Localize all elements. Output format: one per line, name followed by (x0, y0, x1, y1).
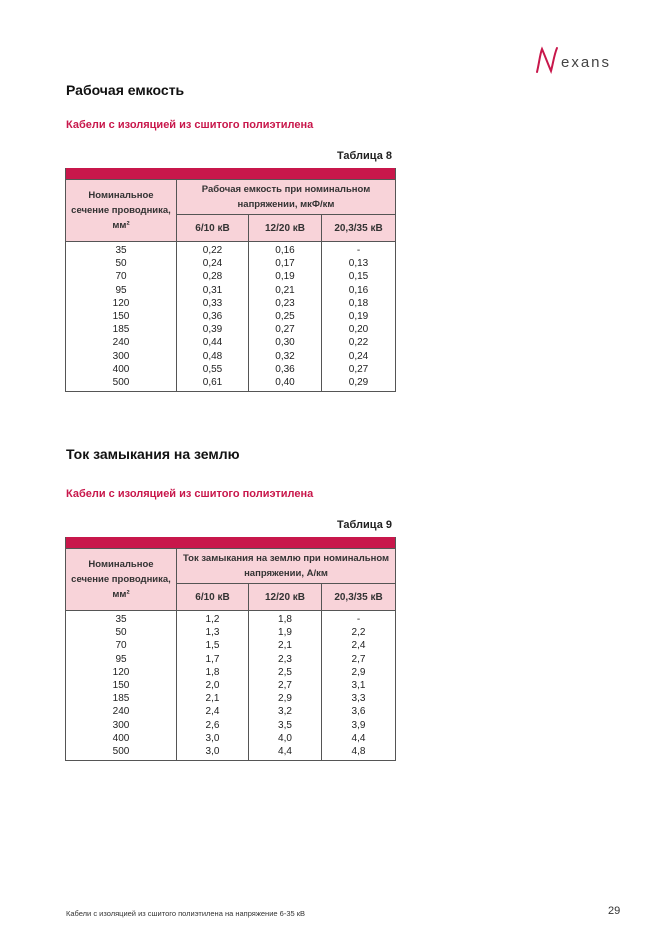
cell-value: 3,0 (177, 745, 249, 761)
cell-value: 3,0 (177, 732, 249, 745)
cell-value: 0,19 (322, 310, 396, 323)
cell-value: 1,8 (249, 611, 322, 627)
cell-value: 0,33 (177, 297, 249, 310)
cell-value: 1,2 (177, 611, 249, 627)
cell-value: 1,8 (177, 666, 249, 679)
cell-cross-section: 300 (66, 350, 177, 363)
cell-value: 0,30 (249, 336, 322, 349)
earth-fault-table (65, 537, 396, 761)
col-header-cross-section: Номинальное сечение проводника, мм² (66, 549, 177, 611)
cell-cross-section: 50 (66, 257, 177, 270)
nexans-n-logo-icon (534, 46, 560, 74)
cell-value: 0,21 (249, 284, 322, 297)
col-header-voltage: 6/10 кВ (177, 215, 249, 242)
table-row (66, 242, 396, 258)
cell-cross-section: 70 (66, 270, 177, 283)
table-row (66, 719, 396, 732)
cell-value: 2,7 (322, 653, 396, 666)
cell-cross-section: 500 (66, 745, 177, 761)
cell-value: 0,39 (177, 323, 249, 336)
cell-cross-section: 300 (66, 719, 177, 732)
cell-cross-section: 70 (66, 639, 177, 652)
cell-value: 0,27 (322, 363, 396, 376)
cell-value: - (322, 242, 396, 258)
table-row (66, 626, 396, 639)
cell-value: - (322, 611, 396, 627)
section-title-earth-fault: Ток замыкания на землю (66, 446, 240, 462)
cell-cross-section: 150 (66, 310, 177, 323)
cell-value: 0,36 (177, 310, 249, 323)
col-header-cross-section: Номинальное сечение проводника, мм² (66, 180, 177, 242)
cell-value: 0,25 (249, 310, 322, 323)
cell-value: 0,29 (322, 376, 396, 392)
cell-value: 2,0 (177, 679, 249, 692)
table-header-band (66, 168, 396, 180)
col-header-group: Ток замыкания на землю при номинальном напряжении, А/км (177, 549, 396, 584)
cell-value: 2,3 (249, 653, 322, 666)
table-row (66, 653, 396, 666)
table-row (66, 679, 396, 692)
section-title-capacitance: Рабочая емкость (66, 82, 185, 98)
cell-value: 0,28 (177, 270, 249, 283)
table-row (66, 639, 396, 652)
cell-value: 0,31 (177, 284, 249, 297)
cell-cross-section: 35 (66, 242, 177, 258)
table-8-label: Таблица 8 (336, 150, 392, 162)
cell-value: 0,15 (322, 270, 396, 283)
cell-cross-section: 240 (66, 336, 177, 349)
nexans-logo (534, 46, 611, 74)
cell-value: 3,3 (322, 692, 396, 705)
cell-cross-section: 185 (66, 323, 177, 336)
cell-value: 4,4 (322, 732, 396, 745)
cell-value: 2,6 (177, 719, 249, 732)
cell-value: 0,24 (322, 350, 396, 363)
cell-cross-section: 500 (66, 376, 177, 392)
cell-cross-section: 120 (66, 297, 177, 310)
table-header-band (66, 537, 396, 549)
cell-value: 0,61 (177, 376, 249, 392)
cell-value: 1,3 (177, 626, 249, 639)
cell-value: 0,55 (177, 363, 249, 376)
table-row (66, 350, 396, 363)
footer-text: Кабели с изоляцией из сшитого полиэтилена на напряжение 6-35 кВ (66, 909, 306, 918)
table-row (66, 611, 396, 627)
cell-value: 0,23 (249, 297, 322, 310)
cell-cross-section: 150 (66, 679, 177, 692)
cell-value: 2,9 (249, 692, 322, 705)
page-number: 29 (608, 905, 621, 917)
capacitance-table (65, 168, 396, 392)
col-header-voltage: 12/20 кВ (249, 215, 322, 242)
table-row (66, 745, 396, 761)
cell-value: 3,6 (322, 705, 396, 718)
cell-value: 2,1 (177, 692, 249, 705)
cell-value: 0,16 (249, 242, 322, 258)
cell-value: 0,17 (249, 257, 322, 270)
col-header-group: Рабочая емкость при номинальном напряжении, мкФ/км (177, 180, 396, 215)
table-row (66, 705, 396, 718)
table-row (66, 270, 396, 283)
cell-value: 0,40 (249, 376, 322, 392)
cell-value: 2,1 (249, 639, 322, 652)
cell-cross-section: 240 (66, 705, 177, 718)
cell-value: 2,4 (322, 639, 396, 652)
cell-value: 4,0 (249, 732, 322, 745)
table-row (66, 310, 396, 323)
cell-cross-section: 50 (66, 626, 177, 639)
cell-value: 2,2 (322, 626, 396, 639)
table-row (66, 323, 396, 336)
cell-cross-section: 400 (66, 363, 177, 376)
cell-value: 0,22 (177, 242, 249, 258)
cell-cross-section: 95 (66, 284, 177, 297)
cell-value: 1,5 (177, 639, 249, 652)
col-header-voltage: 20,3/35 кВ (322, 215, 396, 242)
table-row (66, 363, 396, 376)
table-row (66, 732, 396, 745)
cell-value: 2,4 (177, 705, 249, 718)
table-row (66, 376, 396, 392)
cell-cross-section: 400 (66, 732, 177, 745)
cell-value: 3,9 (322, 719, 396, 732)
cell-value: 0,19 (249, 270, 322, 283)
table-row (66, 666, 396, 679)
table-row (66, 297, 396, 310)
cell-value: 0,18 (322, 297, 396, 310)
cell-value: 0,27 (249, 323, 322, 336)
cell-cross-section: 120 (66, 666, 177, 679)
cell-value: 3,2 (249, 705, 322, 718)
cell-value: 0,22 (322, 336, 396, 349)
cell-value: 0,13 (322, 257, 396, 270)
cell-value: 2,9 (322, 666, 396, 679)
cell-value: 2,7 (249, 679, 322, 692)
cell-cross-section: 185 (66, 692, 177, 705)
cell-value: 4,4 (249, 745, 322, 761)
cell-cross-section: 35 (66, 611, 177, 627)
section-subtitle-capacitance: Кабели с изоляцией из сшитого полиэтилена (66, 119, 314, 131)
table-body (66, 611, 396, 761)
cell-value: 0,24 (177, 257, 249, 270)
cell-value: 0,32 (249, 350, 322, 363)
section-subtitle-earth-fault: Кабели с изоляцией из сшитого полиэтилена (66, 488, 314, 500)
cell-cross-section: 95 (66, 653, 177, 666)
cell-value: 0,44 (177, 336, 249, 349)
table-row (66, 284, 396, 297)
col-header-voltage: 20,3/35 кВ (322, 584, 396, 611)
cell-value: 1,9 (249, 626, 322, 639)
cell-value: 0,48 (177, 350, 249, 363)
cell-value: 3,1 (322, 679, 396, 692)
col-header-voltage: 6/10 кВ (177, 584, 249, 611)
cell-value: 0,36 (249, 363, 322, 376)
col-header-voltage: 12/20 кВ (249, 584, 322, 611)
cell-value: 3,5 (249, 719, 322, 732)
cell-value: 0,16 (322, 284, 396, 297)
table-row (66, 336, 396, 349)
cell-value: 1,7 (177, 653, 249, 666)
cell-value: 4,8 (322, 745, 396, 761)
cell-value: 0,20 (322, 323, 396, 336)
cell-value: 2,5 (249, 666, 322, 679)
logo-text: exans (561, 53, 612, 71)
table-body (66, 242, 396, 392)
table-9-label: Таблица 9 (336, 519, 392, 531)
table-row (66, 692, 396, 705)
table-row (66, 257, 396, 270)
